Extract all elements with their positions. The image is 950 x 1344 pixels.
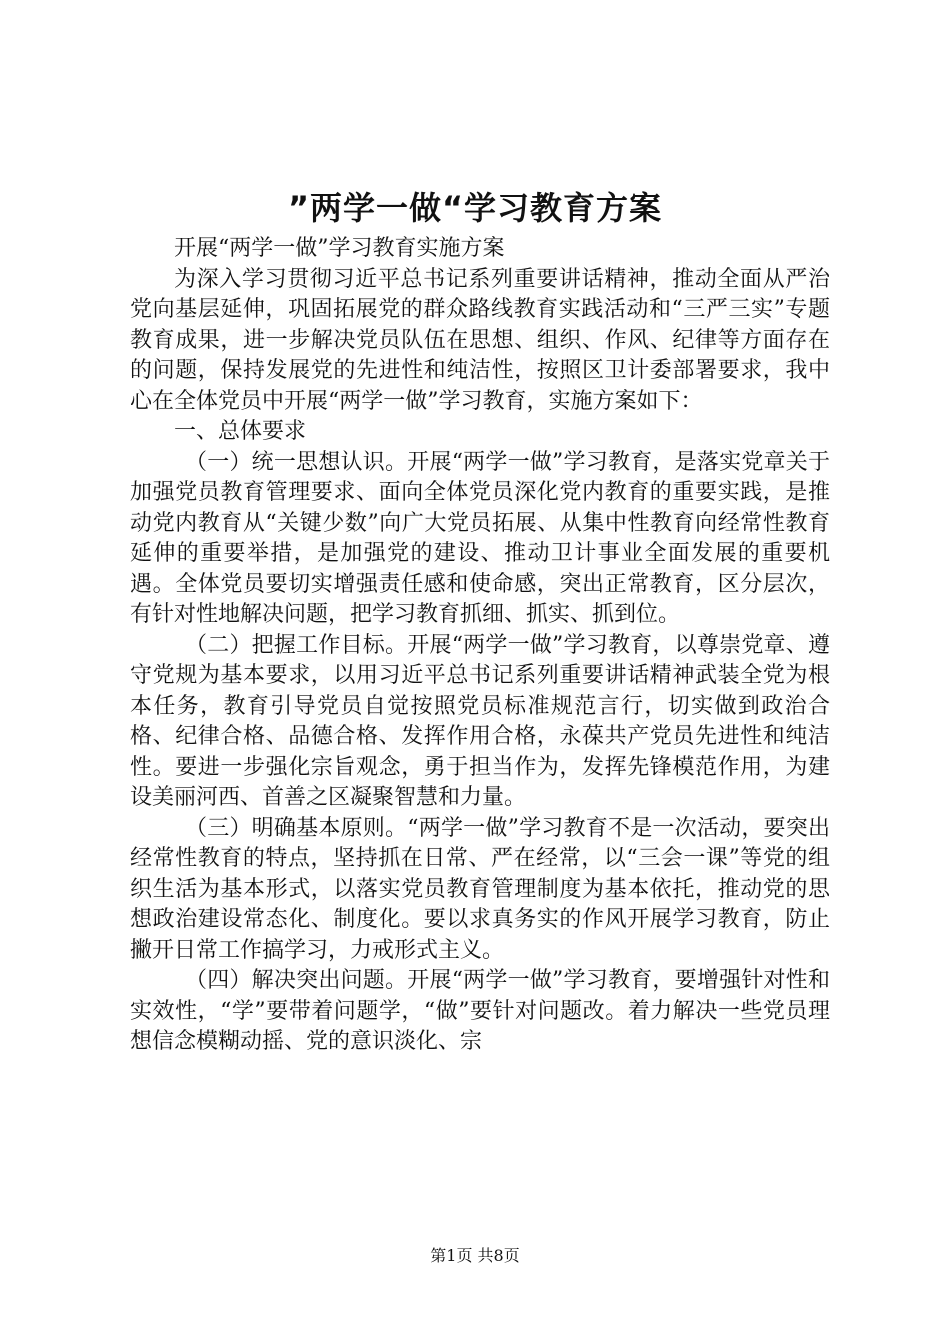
body-paragraph: （二）把握工作目标。开展“两学一做”学习教育，以尊崇党章、遵守党规为基本要求，以用习近平总书记系列重要讲话精神武装全党为根本任务，教育引导党员自觉按照党员标准规范言行，切实做到政治合格、纪律合格、品德合格、发挥作用合格，永葆共产党员先进性和纯洁性。要进一步强化宗旨观念，勇于担当作为，发挥先锋模范作用，为建设美丽河西、首善之区凝聚智慧和力量。 — [130, 632, 830, 810]
subtitle-paragraph: 开展“两学一做”学习教育实施方案 — [174, 236, 505, 261]
document-body — [130, 234, 830, 1058]
body-paragraph: （一）统一思想认识。开展“两学一做”学习教育，是落实党章关于加强党员教育管理要求、面向全体党员深化党内教育的重要实践，是推动党内教育从“关键少数”向广大党员拓展、从集中性教育向经常性教育延伸的重要举措，是加强党的建设、推动卫计事业全面发展的重要机遇。全体党员要切实增强责任感和使命感，突出正常教育，区分层次，有针对性地解决问题，把学习教育抓细、抓实、抓到位。 — [130, 449, 830, 627]
intro-paragraph: 为深入学习贯彻习近平总书记系列重要讲话精神，推动全面从严治党向基层延伸，巩固拓展党的群众路线教育实践活动和“三严三实”专题教育成果，进一步解决党员队伍在思想、组织、作风、纪律等方面存在的问题，保持发展党的先进性和纯洁性，按照区卫计委部署要求，我中心在全体党员中开展“两学一做”学习教育，实施方案如下： — [130, 266, 830, 414]
body-paragraph: （三）明确基本原则。“两学一做”学习教育不是一次活动，要突出经常性教育的特点，坚持抓在日常、严在经常，以“三会一课”等党的组织生活为基本形式，以落实党员教育管理制度为基本依托，推动党的思想政治建设常态化、制度化。要以求真务实的作风开展学习教育，防止撇开日常工作搞学习，力戒形式主义。 — [130, 815, 830, 963]
section-heading: 一、总体要求 — [174, 419, 307, 444]
page-number-footer: 第1页 共8页 — [430, 1246, 520, 1265]
body-paragraph: （四）解决突出问题。开展“两学一做”学习教育，要增强针对性和实效性，“学”要带着问题学，“做”要针对问题改。着力解决一些党员理想信念模糊动摇、党的意识淡化、宗 — [130, 968, 830, 1054]
document-title: ”两学一做“学习教育方案 — [287, 189, 663, 227]
